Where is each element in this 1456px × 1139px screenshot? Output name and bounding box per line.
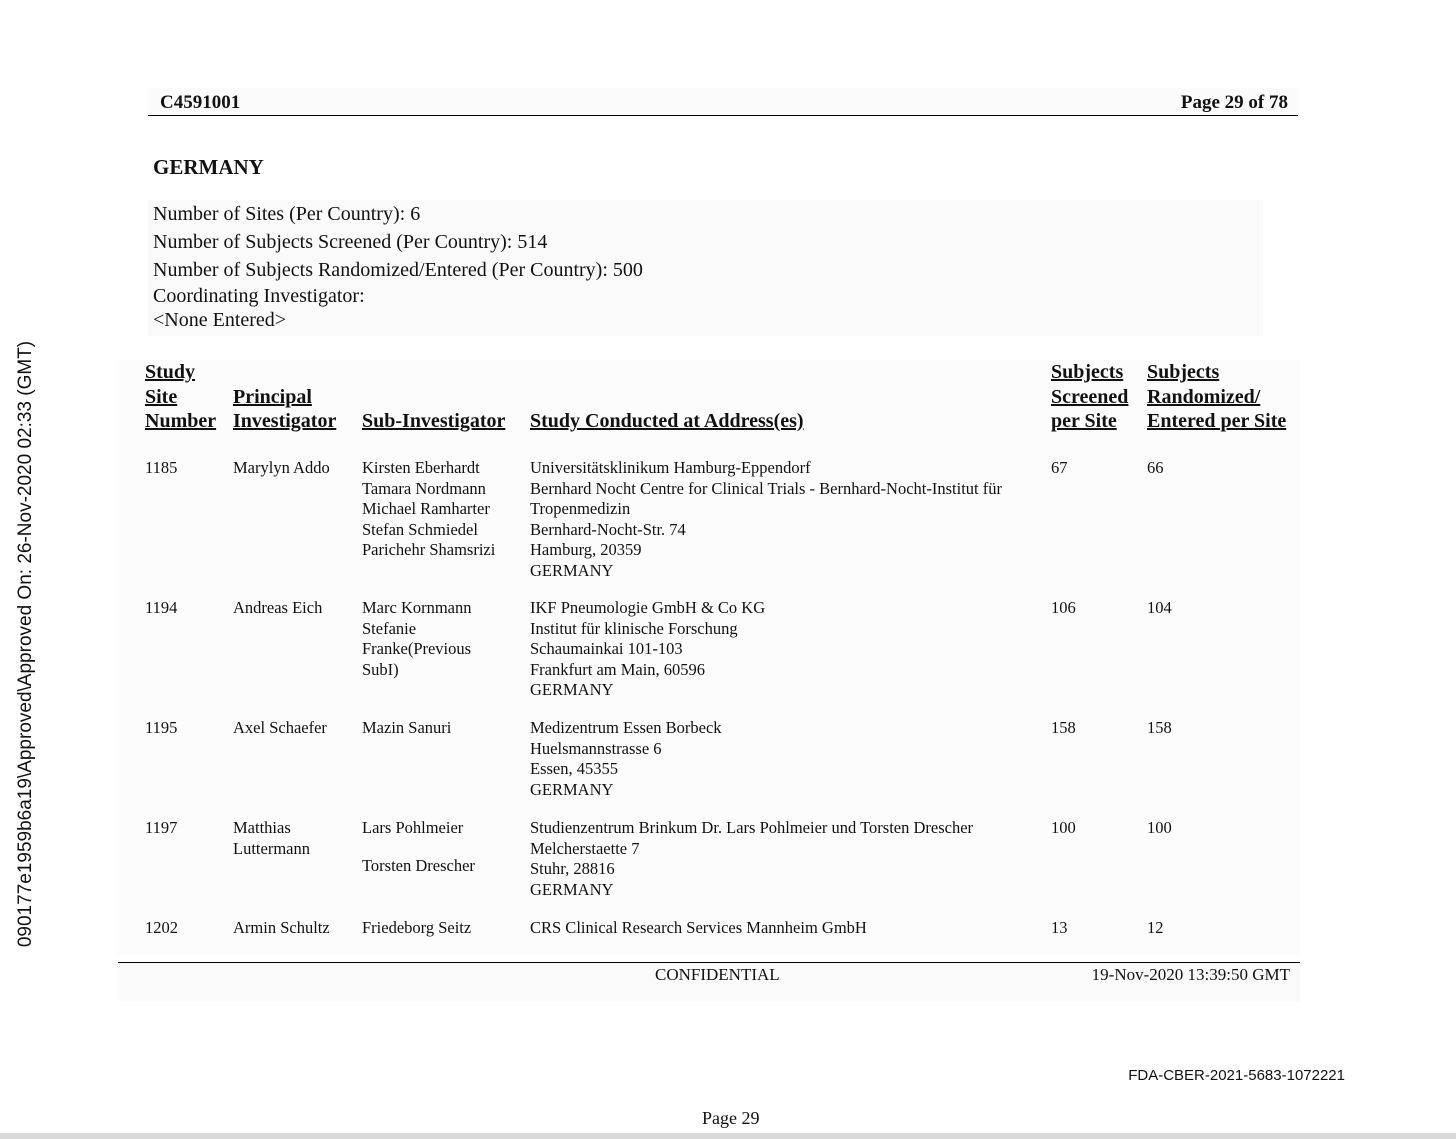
header-site-number: Study Site Number (145, 361, 217, 432)
cell-subjects-screened: 106 (1051, 598, 1076, 617)
page-header (148, 88, 1298, 116)
cell-principal-investigator: Andreas Eich (233, 598, 323, 617)
header-subjects-screened: Subjects Screened per Site (1051, 361, 1129, 432)
cell-subjects-randomized: 104 (1147, 598, 1172, 617)
page-number: Page 29 (702, 1108, 760, 1128)
cell-subjects-screened: 13 (1051, 918, 1068, 937)
cell-address: CRS Clinical Research Services Mannheim GmbH (530, 918, 867, 937)
site-table: Study Site Number Principal Investigator Sub-Investigator Study Conducted at Address(es) Subjects Screened per Site Subjects Randomized/ Entered per Site 1185 Marylyn Addo Kirsten Eberhardt Tamara Nordmann Michael Ramharter Stefan Schmiedel Parichehr Shamsrizi Universitätsklinikum Hamburg-Eppendorf Bernhard Nocht Centre for Clinical Trials - Bernhard-Nocht-Institut für Tropenmedizin Bernhard-Nocht-Str. 74 Hamburg, 20359 GERMANY 67 66 1194 Andreas Eich Marc Kornmann Stefanie Franke(Previous SubI) IKF Pneumologie GmbH & Co KG Institut für klinische Forschung Schaumainkai 101-103 Frankfurt am Main, 60596 GERMANY 106 104 1195 Axel Schaefer Mazin Sanuri Medizentrum Essen Borbeck Huelsmannstrasse 6 Essen, 45355 GERMANY 158 158 1197 Matthias Luttermann Lars Pohlmeier Torsten Drescher Studienzentrum Brinkum Dr. Lars Pohlmeier und Torsten Drescher Melcherstaette 7 Stuhr, 28816 GERMANY 100 100 1202 Armin Schultz Friedeborg Seitz CRS Clinical Research Services Mannheim GmbH 13 12 (118, 360, 1300, 955)
header-principal-investigator: Principal Investigator (233, 385, 337, 432)
cell-principal-investigator: Matthias Luttermann (233, 818, 310, 858)
cell-subjects-screened: 100 (1051, 818, 1076, 837)
cell-subjects-randomized: 66 (1147, 458, 1164, 477)
cell-principal-investigator: Axel Schaefer (233, 718, 327, 737)
cell-address: IKF Pneumologie GmbH & Co KG Institut für klinische Forschung Schaumainkai 101-103 Frankfurt am Main, 60596 GERMANY (530, 598, 766, 699)
confidential-label: CONFIDENTIAL (655, 965, 780, 984)
page-indicator: Page 29 of 78 (1180, 92, 1288, 113)
cell-sub-investigator: Friedeborg Seitz (362, 918, 472, 937)
cell-subjects-randomized: 100 (1147, 818, 1172, 837)
header-address: Study Conducted at Address(es) (530, 410, 804, 432)
cell-address: Studienzentrum Brinkum Dr. Lars Pohlmeier und Torsten Drescher Melcherstaette 7 Stuhr, 28816 GERMANY (530, 818, 974, 899)
cell-site-number: 1185 (145, 458, 178, 477)
header-subjects-randomized: Subjects Randomized/ Entered per Site (1147, 361, 1287, 432)
footer-timestamp: 19-Nov-2020 13:39:50 GMT (1091, 965, 1290, 984)
header-sub-investigator: Sub-Investigator (362, 410, 506, 432)
cell-site-number: 1195 (145, 718, 178, 737)
cell-sub-investigator: Mazin Sanuri (362, 718, 452, 737)
page-footer (118, 962, 1300, 1001)
document-id: FDA-CBER-2021-5683-1072221 (1128, 1067, 1345, 1084)
coordinating-investigator-label: Coordinating Investigator: (153, 285, 365, 307)
cell-principal-investigator: Marylyn Addo (233, 458, 330, 477)
cell-subjects-randomized: 12 (1147, 918, 1164, 937)
viewer-bottom-bar (0, 1133, 1456, 1139)
cell-address: Medizentrum Essen Borbeck Huelsmannstrasse 6 Essen, 45355 GERMANY (530, 718, 722, 799)
cell-subjects-screened: 158 (1051, 718, 1076, 737)
cell-subjects-randomized: 158 (1147, 718, 1172, 737)
cell-site-number: 1202 (145, 918, 178, 937)
subjects-screened: Number of Subjects Screened (Per Country): 514 (153, 231, 548, 253)
cell-site-number: 1194 (145, 598, 178, 617)
coordinating-investigator-value: <None Entered> (153, 309, 287, 331)
cell-address: Universitätsklinikum Hamburg-Eppendorf Bernhard Nocht Centre for Clinical Trials - Bernhard-Nocht-Institut für Tropenmedizin Bernhard-Nocht-Str. 74 Hamburg, 20359 GERMANY (530, 458, 1002, 580)
protocol-number: C4591001 (160, 92, 241, 113)
cell-sub-investigator: Marc Kornmann Stefanie Franke(Previous SubI) (362, 598, 472, 679)
country-heading: GERMANY (153, 155, 264, 179)
sites-count: Number of Sites (Per Country): 6 (153, 203, 421, 225)
cell-principal-investigator: Armin Schultz (233, 918, 330, 937)
cell-sub-investigator: Kirsten Eberhardt Tamara Nordmann Michael Ramharter Stefan Schmiedel Parichehr Shamsrizi (362, 458, 496, 559)
subjects-randomized: Number of Subjects Randomized/Entered (Per Country): 500 (153, 259, 643, 281)
cell-site-number: 1197 (145, 818, 178, 837)
cell-subjects-screened: 67 (1051, 458, 1068, 477)
approval-stamp: 090177e1959b6a19\Approved\Approved On: 26-Nov-2020 02:33 (GMT) (15, 340, 36, 948)
country-summary (148, 200, 1263, 336)
